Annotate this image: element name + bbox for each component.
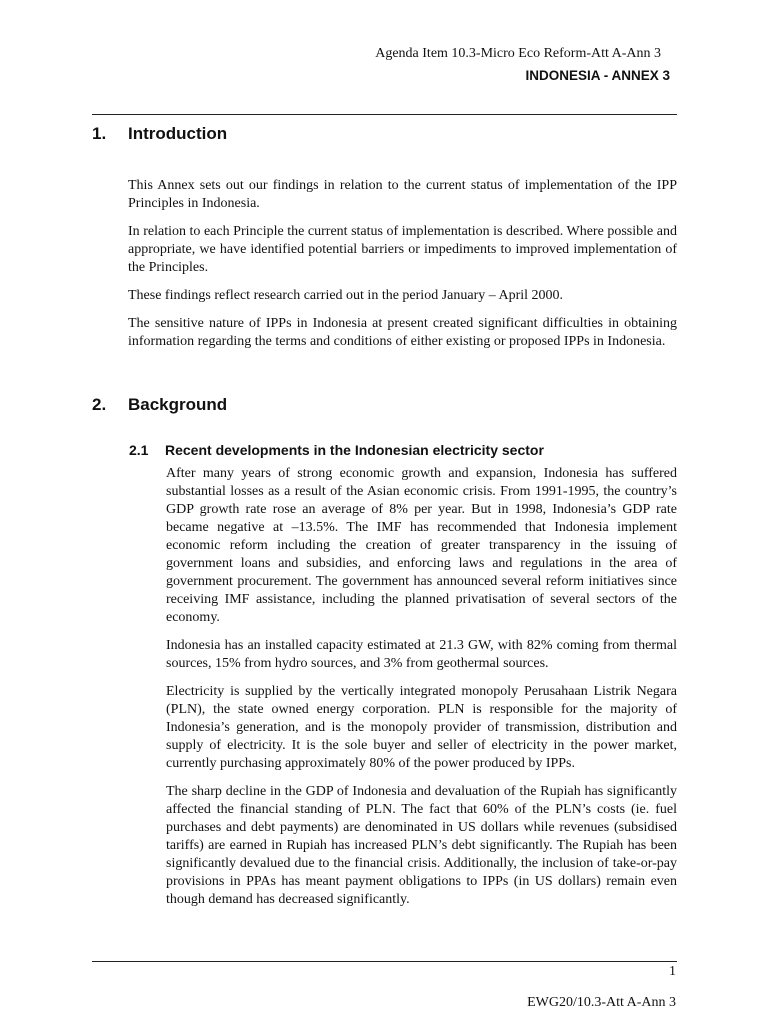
paragraph: Indonesia has an installed capacity estimated at 21.3 GW, with 82% coming from thermal sources, 15% from hydro sources, and 3% from geothermal sources. [166, 638, 677, 671]
paragraph: The sensitive nature of IPPs in Indonesia at present created significant difficulties in obtaining information regarding the terms and conditions of either existing or proposed IPPs in Indonesia. [128, 316, 677, 349]
section-title: Introduction [128, 124, 228, 143]
paragraph: After many years of strong economic growth and expansion, Indonesia has suffered substantial losses as a result of the Asian economic crisis. From 1991-1995, the country’s GDP growth rate rose an average of 8% per year. But in 1998, Indonesia’s GDP rate became negative at –13.5%. The IMF has recommended that Indonesia implement economic reform including the creation of greater transparency in the issuing of government loans and subsidies, and enforcing laws and regulations in the area of government procurement. The government has announced several reform initiatives since receiving IMF assistance, including the planned privatisation of several sectors of the economy. [166, 466, 677, 625]
section-number: 2. [92, 395, 107, 414]
footer-divider [92, 961, 677, 962]
section-heading-introduction [92, 124, 227, 144]
paragraph: This Annex sets out our findings in relation to the current status of implementation of the IPP Principles in Indonesia. [128, 178, 677, 211]
paragraph: Electricity is supplied by the vertically integrated monopoly Perusahaan Listrik Negara (PLN), the state owned energy corporation. PLN is responsible for the majority of Indonesia’s generation, and is the monopoly provider of transmission, distribution and supply of electricity. It is the sole buyer and seller of electricity in the power market, currently purchasing approximately 80% of the power produced by IPPs. [166, 684, 677, 771]
section-heading-background [92, 395, 227, 415]
background-body [166, 465, 677, 919]
page-number: 1 [669, 964, 676, 979]
agenda-line: Agenda Item 10.3-Micro Eco Reform-Att A-Ann 3 [375, 46, 661, 61]
subsection-title: Recent developments in the Indonesian electricity sector [165, 442, 544, 458]
section-number: 1. [92, 124, 107, 143]
introduction-body [128, 177, 677, 361]
paragraph: In relation to each Principle the current status of implementation is described. Where possible and appropriate, we have identified potential barriers or impediments to improved implementation of the Principles. [128, 224, 677, 275]
paragraph: These findings reflect research carried out in the period January – April 2000. [128, 288, 564, 303]
subsection-heading [129, 442, 544, 458]
paragraph: The sharp decline in the GDP of Indonesia and devaluation of the Rupiah has significantly affected the financial standing of PLN. The fact that 60% of the PLN’s costs (ie. fuel purchases and debt payments) are denominated in US dollars while revenues (subsidised tariffs) are earned in Rupiah has increased PLN’s debt significantly. The Rupiah has been significantly devalued due to the financial crisis. Additionally, the inclusion of take-or-pay provisions in PPAs has meant payment obligations to IPPs (in US dollars) remain even though demand has decreased significantly. [166, 784, 677, 907]
document-reference: EWG20/10.3-Att A-Ann 3 [527, 995, 676, 1010]
annex-title: INDONESIA - ANNEX 3 [525, 68, 670, 83]
subsection-number: 2.1 [129, 442, 149, 458]
section-title: Background [128, 395, 228, 414]
header-divider [92, 114, 677, 115]
